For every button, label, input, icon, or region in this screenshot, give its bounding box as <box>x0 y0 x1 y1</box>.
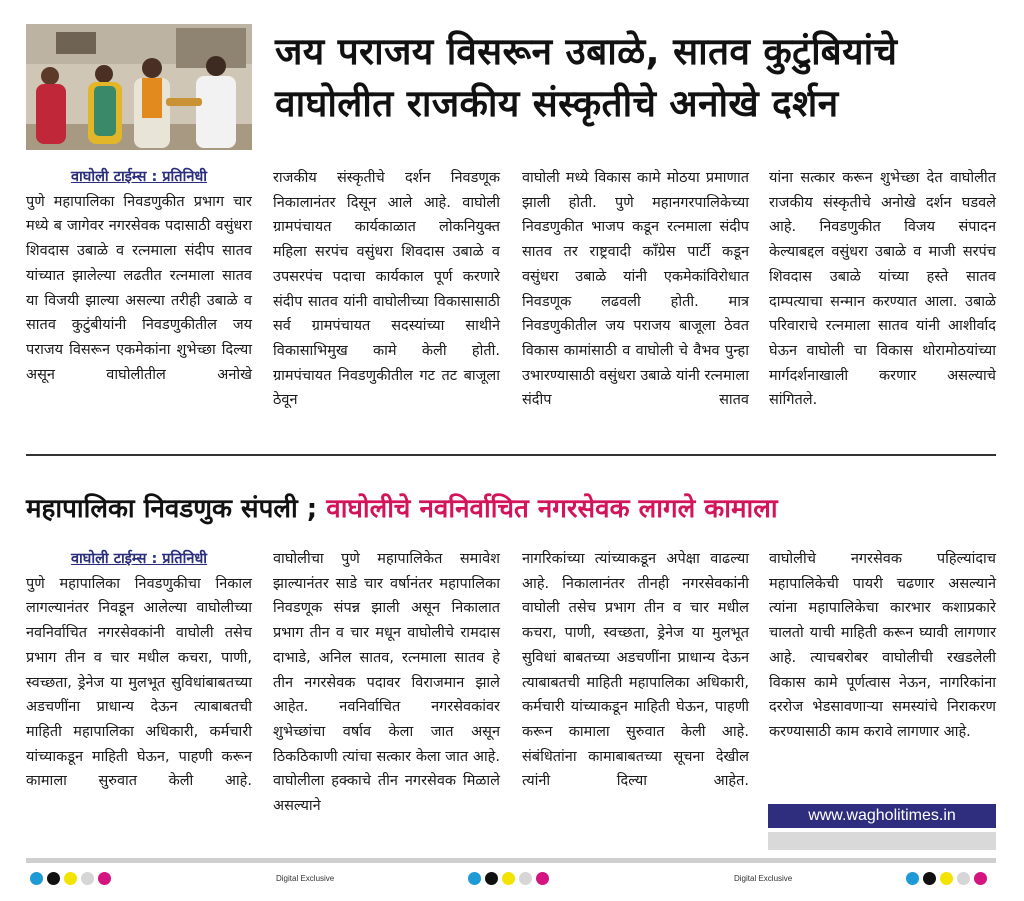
article1-column-1 <box>26 165 252 387</box>
color-registration-center <box>468 872 549 885</box>
registration-dot <box>30 872 43 885</box>
color-registration-left <box>30 872 111 885</box>
registration-dot <box>98 872 111 885</box>
footer-label-left: Digital Exclusive <box>276 874 335 883</box>
registration-dot <box>64 872 77 885</box>
article2-headline <box>26 489 1006 525</box>
registration-dot <box>468 872 481 885</box>
article2-headline-part2: वाघोलीचे नवनिर्वाचित नगरसेवक लागले कामाला <box>326 494 778 524</box>
article1-column-2: राजकीय संस्कृतीचे दर्शन निवडणूक निकालानंतर दिसून आले आहे. वाघोली ग्रामपंचायत कार्यकाळात लोकनियुक्त महिला सरपंच वसुंधरा शिवदास उबाळे व उपसरपंच पदाचा कार्यकाल पूर्ण करणारे संदीप सातव यांनी वाघोलीच्या विकासासाठी सर्व ग्रामपंचायत सदस्यांच्या साथीने विकासाभिमुख कामे केली होती. ग्रामपंचायत निवडणुकीतील गट तट बाजूला ठेवून <box>273 170 500 409</box>
article2-column-1-text: पुणे महापालिका निवडणुकीचा निकाल लागल्यानंतर निवडून आलेल्या वाघोलीच्या नवनिर्वाचित नगरसेवकांनी वाघोली तसेच प्रभाग तीन व चार मधील कचरा, पाणी, स्वच्छता, ड्रेनेज या मुलभूत सुविधांबाबतच्या अडचणींना प्राधान्य देऊन त्याबाबतची माहिती महापालिका अधिकारी, कर्मचारी यांच्याकडून माहिती घेऊन, पाहणी करून कामाला सुरुवात केली आहे. <box>26 575 252 790</box>
article2-column-1 <box>26 547 252 794</box>
footer-label-right: Digital Exclusive <box>734 874 793 883</box>
registration-dot <box>47 872 60 885</box>
article1-column-1-text: पुणे महापालिका निवडणुकीत प्रभाग चार मध्ये ब जागेवर नगरसेवक पदासाठी वसुंधरा शिवदास उबाळे व रत्नमाला संदीप सातव यांच्यात झालेल्या लढतीत रत्नमाला सातव या विजयी झाल्या असल्या तरीही उबाळे व सातव कुटुंबीयांनी निवडणुकीतील जय पराजय विसरून एकमेकांना शुभेच्छा दिल्या असून वाघोलीतील अनोखे <box>26 193 252 383</box>
article1-byline: वाघोली टाईम्स : प्रतिनिधी <box>70 169 208 185</box>
registration-dot <box>81 872 94 885</box>
article2-column-4: वाघोलीचे नगरसेवक पहिल्यांदाच महापालिकेची पायरी चढणार असल्याने त्यांना महापालिकेचा कारभार कशाप्रकारे चालतो याची माहिती करून घ्यावी लागणार आहे. त्याचबरोबर वाघोलीची रखडलेली विकास कामे पूर्णत्वास नेऊन, नागरिकांना दररोज भेडसावणाऱ्या समस्यांचे निराकरण करण्यासाठी काम करावे लागणार आहे. <box>769 551 996 740</box>
registration-dot <box>957 872 970 885</box>
website-link[interactable]: www.wagholitimes.in <box>768 804 996 828</box>
article2-headline-part1: महापालिका निवडणुक संपली ; <box>26 494 318 524</box>
article2-column-3: नागरिकांच्या त्यांच्याकडून अपेक्षा वाढल्या आहे. निकालानंतर तीनही नगरसेवकांनी वाघोली तसेच प्रभाग तीन व चार मधील कचरा, पाणी, स्वच्छता, ड्रेनेज या मुलभूत सुविधां बाबतच्या अडचणींना प्राधान्य देऊन त्याबाबतची माहिती महापालिका अधिकारी, कर्मचारी यांच्याकडून माहिती घेऊन, पाहणी करून कामाला सुरुवात केली आहे. संबंधितांना कामाबाबतच्या सूचना देखील त्यांनी दिल्या आहेत. <box>522 551 749 790</box>
section-divider <box>26 454 996 456</box>
registration-dot <box>923 872 936 885</box>
article2-column-2: वाघोलीचा पुणे महापालिकेत समावेश झाल्यानंतर साडे चार वर्षानंतर महापालिका निवडणूक संपन्न झाली असून निकालात प्रभाग तीन व चार मधून वाघोलीचे रामदास दाभाडे, अनिल सातव, रत्नमाला सातव हे तीन नगरसेवक पदावर विराजमान झाले आहेत. नवनिर्वाचित नगरसेवकांवर शुभेच्छांचा वर्षाव केला जात असून ठिकठिकाणी त्यांचा सत्कार केला जात आहे. वाघोलीला हक्काचे तीन नगरसेवक मिळाले असल्याने <box>273 551 500 815</box>
article1-headline: जय पराजय विसरून उबाळे, सातव कुटुंबियांचे वाघोलीत राजकीय संस्कृतीचे अनोखे दर्शन <box>275 30 898 125</box>
registration-dot <box>974 872 987 885</box>
article1-column-4: यांना सत्कार करून शुभेच्छा देत वाघोलीत राजकीय संस्कृतीचे अनोखे दर्शन घडवले आहे. निवडणुकीत विजय संपादन केल्याबद्दल वसुंधरा उबाळे व माजी सरपंच शिवदास उबाळे यांच्या हस्ते सातव दाम्पत्याचा सन्मान करण्यात आला. उबाळे परिवाराचे रत्नमाला सातव यांनी आशीर्वाद घेऊन वाघोली चा विकास थोरामोठयांच्या मार्गदर्शनाखाली करणार असल्याचे सांगितले. <box>769 170 996 409</box>
registration-dot <box>502 872 515 885</box>
registration-dot <box>906 872 919 885</box>
registration-dot <box>536 872 549 885</box>
article2-byline: वाघोली टाईम्स : प्रतिनिधी <box>70 551 208 567</box>
grey-strip <box>768 832 996 850</box>
registration-dot <box>485 872 498 885</box>
color-registration-right <box>906 872 987 885</box>
footer-bar <box>26 858 996 863</box>
article1-column-3: वाघोली मध्ये विकास कामे मोठया प्रमाणात झाली होती. पुणे महानगरपालिकेच्या निवडणुकीत भाजप कडून रत्नमाला संदीप सातव तर राष्ट्रवादी काँग्रेस पार्टी कडून वसुंधरा उबाळे यांनी एकमेकांविरोधात निवडणूक लढवली होती. मात्र निवडणुकीतील जय पराजय बाजूला ठेवत विकास कामांसाठी व वाघोली चे वैभव पुन्हा उभारण्यासाठी वसुंधरा उबाळे यांनी रत्नमाला संदीप सातव <box>522 170 749 409</box>
registration-dot <box>940 872 953 885</box>
article-photo <box>26 24 252 150</box>
registration-dot <box>519 872 532 885</box>
